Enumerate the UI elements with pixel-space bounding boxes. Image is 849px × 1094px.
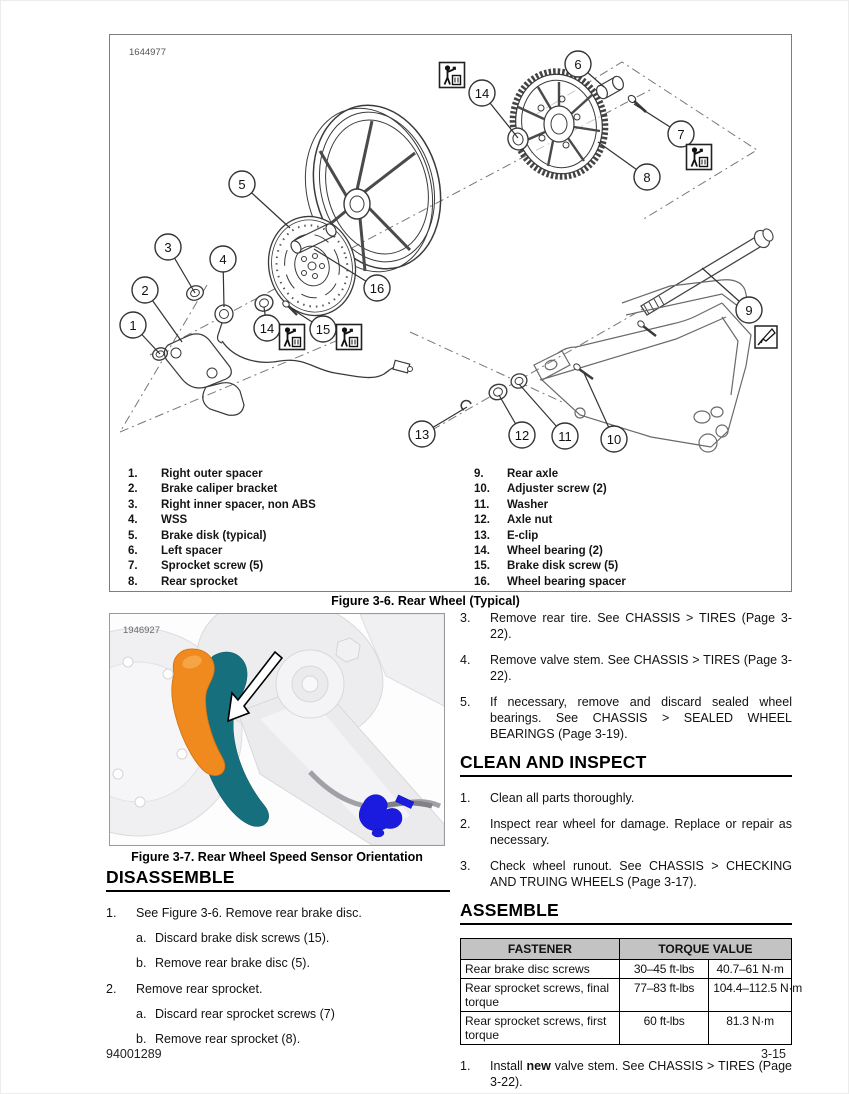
list-item-text: Inspect rear wheel for damage. Replace or repair as necessary. [490, 817, 792, 847]
list-item [460, 1058, 792, 1090]
figure-3-7-caption: Figure 3-7. Rear Wheel Speed Sensor Orientation [131, 850, 423, 864]
callout-8 [598, 142, 660, 190]
footer-part-number: 94001289 [106, 1047, 162, 1061]
torque-value-cell: 104.4–112.5 N·m [709, 979, 792, 1012]
callout-number: 1 [129, 318, 137, 333]
list-item [460, 610, 792, 642]
discard-icon [440, 63, 465, 88]
rear-wheel-exploded-diagram [110, 35, 789, 465]
legend-item-number: 8. [128, 575, 138, 588]
list-item-number: 5. [460, 695, 471, 709]
legend-item-label: Brake disk screw (5) [507, 560, 619, 573]
callout-number: 10 [606, 432, 622, 447]
torque-value-cell: 40.7–61 N·m [709, 960, 792, 979]
list-subitem-text: Discard rear sprocket screws (7) [155, 1007, 335, 1021]
list-item-number: 1. [106, 906, 117, 920]
figure-3-6-frame [109, 34, 792, 592]
list-item [460, 694, 792, 742]
callout-layer [120, 51, 762, 452]
callout-number: 14 [474, 86, 490, 101]
brake-disc [258, 207, 367, 326]
legend-item [474, 467, 774, 482]
discard-icon [687, 145, 712, 170]
figure-3-7-image-id: 1946927 [123, 625, 160, 636]
legend-item-label: Right inner spacer, non ABS [161, 498, 316, 511]
legend-item [474, 575, 774, 590]
clean-and-inspect-list [460, 790, 792, 890]
torque-value-cell: 81.3 N·m [709, 1012, 792, 1045]
callout-14 [254, 307, 280, 341]
legend-item-number: 1. [128, 468, 138, 480]
list-item [460, 652, 792, 684]
legend-item-label: Washer [507, 498, 549, 511]
legend-item [474, 559, 774, 574]
table-row [461, 1012, 792, 1045]
callout-5 [229, 171, 290, 228]
list-subitem [136, 1031, 450, 1047]
list-item-text: Install new valve stem. See CHASSIS > TIRES (Page 3-22). [490, 1059, 792, 1089]
wheel-speed-sensor-illustration [110, 614, 444, 845]
legend-item-label: Adjuster screw (2) [507, 483, 607, 496]
torque-value-cell: 60 ft-lbs [619, 1012, 708, 1045]
assemble-list [460, 1058, 792, 1090]
list-item [106, 905, 450, 971]
list-item-text: Remove rear sprocket. [136, 982, 263, 996]
callout-number: 13 [414, 427, 430, 442]
figure-3-6-image-id: 1644977 [129, 47, 166, 58]
legend-item [128, 559, 448, 574]
list-item-text: Check wheel runout. See CHASSIS > CHECKING AND TRUING WHEELS (Page 3-17). [490, 859, 792, 889]
legend-item-label: Brake disk (typical) [161, 529, 267, 542]
list-item-number: 4. [460, 653, 471, 667]
list-item [460, 858, 792, 890]
list-subitem [136, 955, 450, 971]
legend-item [128, 482, 448, 497]
assemble-heading: ASSEMBLE [460, 900, 792, 925]
callout-7 [634, 104, 694, 147]
callout-1 [120, 312, 160, 354]
footer-page-number: 3-15 [760, 1047, 786, 1061]
list-subitem-text: Discard brake disk screws (15). [155, 931, 330, 945]
clean-and-inspect-heading: CLEAN AND INSPECT [460, 752, 792, 777]
legend-item-label: Rear sprocket [161, 575, 238, 588]
figure-3-7-frame [109, 613, 445, 846]
discard-icon [337, 325, 362, 350]
list-subitem-text: Remove rear brake disc (5). [155, 956, 310, 970]
callout-number: 12 [514, 428, 530, 443]
callout-number: 3 [164, 240, 172, 255]
legend-item-label: Rear axle [507, 468, 559, 480]
callout-number: 11 [558, 429, 572, 444]
torque-value-cell: 77–83 ft-lbs [619, 979, 708, 1012]
list-item-text: See Figure 3-6. Remove rear brake disc. [136, 906, 362, 920]
figure-3-6-caption: Figure 3-6. Rear Wheel (Typical) [331, 594, 520, 608]
fastener-cell: Rear sprocket screws, final torque [461, 979, 620, 1012]
parts-legend-left [128, 467, 448, 590]
legend-item-number: 5. [128, 529, 138, 542]
list-subitem-letter: b. [136, 1032, 147, 1046]
callout-10 [584, 373, 627, 452]
callout-number: 9 [745, 303, 753, 318]
legend-item-label: Left spacer [161, 545, 223, 558]
legend-item-number: 6. [128, 545, 138, 558]
list-subitem-text: Remove rear sprocket (8). [155, 1032, 301, 1046]
legend-item-number: 12. [474, 514, 490, 527]
legend-item-number: 13. [474, 529, 490, 542]
list-subitem-letter: a. [136, 1007, 147, 1021]
applicator-icon [755, 326, 777, 348]
callout-number: 2 [141, 283, 149, 298]
list-subitem-letter: a. [136, 931, 147, 945]
legend-item-number: 7. [128, 560, 138, 573]
legend-item-label: Wheel bearing spacer [507, 575, 626, 588]
callout-number: 6 [574, 57, 582, 72]
disassemble-heading: DISASSEMBLE [106, 867, 450, 892]
legend-item [128, 498, 448, 513]
legend-item-number: 3. [128, 498, 138, 511]
list-item [106, 981, 450, 1047]
legend-item-label: Wheel bearing (2) [507, 545, 603, 558]
legend-item-number: 15. [474, 560, 490, 573]
list-item [460, 816, 792, 848]
list-item [460, 790, 792, 806]
legend-item [474, 498, 774, 513]
legend-item-number: 11. [474, 498, 490, 511]
callout-number: 14 [259, 321, 275, 336]
legend-item [128, 513, 448, 528]
callout-12 [499, 395, 535, 448]
disassemble-list [106, 905, 450, 1047]
list-item-number: 3. [460, 611, 471, 625]
legend-item-number: 9. [474, 468, 484, 480]
torque-table [460, 938, 803, 1045]
legend-item-number: 14. [474, 545, 490, 558]
callout-number: 5 [238, 177, 246, 192]
legend-item [128, 467, 448, 482]
list-item-text: Remove valve stem. See CHASSIS > TIRES (Page 3-22). [490, 653, 792, 683]
torque-value-cell: 30–45 ft-lbs [619, 960, 708, 979]
list-subitem [136, 930, 450, 946]
torque-table-header-fastener: FASTENER [461, 939, 620, 960]
legend-item [474, 513, 774, 528]
list-subitem [136, 1006, 450, 1022]
callout-number: 16 [369, 281, 385, 296]
list-item-number: 2. [460, 817, 471, 831]
legend-item-number: 2. [128, 483, 138, 496]
legend-item-label: Axle nut [507, 514, 553, 527]
legend-item-label: WSS [161, 514, 188, 527]
parts-legend-right [474, 467, 774, 590]
torque-table-header-value: TORQUE VALUE [619, 939, 791, 960]
table-row [461, 979, 792, 1012]
legend-item-number: 4. [128, 514, 138, 527]
table-row [461, 960, 792, 979]
legend-item [474, 529, 774, 544]
list-item-number: 2. [106, 982, 117, 996]
rear-sprocket [503, 63, 615, 186]
list-item-text: Remove rear tire. See CHASSIS > TIRES (Page 3-22). [490, 611, 792, 641]
fastener-cell: Rear sprocket screws, first torque [461, 1012, 620, 1045]
list-item-text: Clean all parts thoroughly. [490, 791, 635, 805]
callout-3 [155, 234, 195, 293]
list-item-number: 1. [460, 791, 471, 805]
legend-item-number: 16. [474, 575, 490, 588]
legend-item [128, 544, 448, 559]
left-column [106, 867, 450, 1057]
list-subitem-letter: b. [136, 956, 147, 970]
legend-item [128, 529, 448, 544]
legend-item-number: 10. [474, 483, 490, 496]
legend-item-label: Right outer spacer [161, 468, 263, 480]
callout-14 [469, 80, 518, 138]
disassemble-continued-list [460, 610, 792, 742]
callout-number: 7 [677, 127, 685, 142]
callout-number: 4 [219, 252, 227, 267]
legend-item [474, 544, 774, 559]
discard-icon [280, 325, 305, 350]
legend-item-label: Brake caliper bracket [161, 483, 278, 496]
list-item-number: 1. [460, 1059, 471, 1073]
callout-number: 15 [315, 322, 331, 337]
fastener-cell: Rear brake disc screws [461, 960, 620, 979]
legend-item-label: E-clip [507, 529, 539, 542]
callout-4 [210, 246, 236, 307]
list-item-number: 3. [460, 859, 471, 873]
callout-number: 8 [643, 170, 651, 185]
list-item-text: If necessary, remove and discard sealed wheel bearings. See CHASSIS > SEALED WHEEL BEARINGS (Page 3-19). [490, 695, 792, 741]
right-column [460, 610, 803, 1094]
legend-item [128, 575, 448, 590]
legend-item-label: Sprocket screw (5) [161, 560, 264, 573]
legend-item [474, 482, 774, 497]
